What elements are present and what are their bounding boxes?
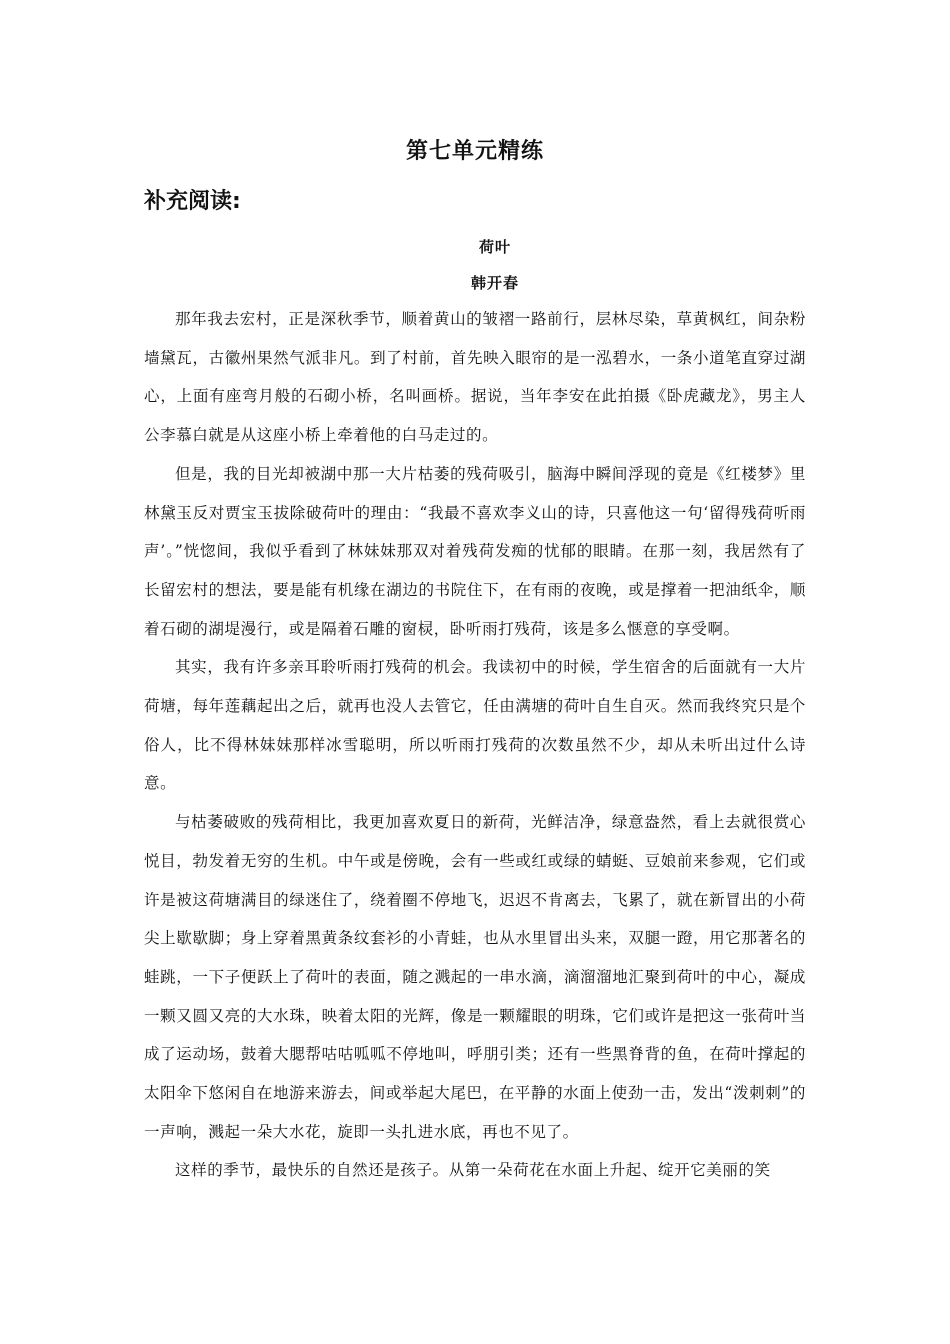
paragraph: 与枯萎破败的残荷相比，我更加喜欢夏日的新荷，光鲜洁净，绿意盎然，看上去就很赏心悦目，勃发着无穷的生机。中午或是傍晚，会有一些或红或绿的蜻蜓、豆娘前来参观，它们或许是被这荷塘满目的绿迷住了，绕着圈不停地飞，迟迟不肯离去，飞累了，就在新冒出的小荷尖上歇歇脚；身上穿着黑黄条纹套衫的小青蛙，也从水里冒出头来，双腿一蹬，用它那著名的蛙跳，一下子便跃上了荷叶的表面，随之溅起的一串水滴，滴溜溜地汇聚到荷叶的中心，凝成一颗又圆又亮的大水珠，映着太阳的光辉，像是一颗耀眼的明珠，它们或许是把这一张荷叶当成了运动场，鼓着大腮帮咕咕呱呱不停地叫，呼朋引类；还有一些黑脊背的鱼，在荷叶撑起的太阳伞下悠闲自在地游来游去，间或举起大尾巴，在平静的水面上使劲一击，发出“泼刺刺”的一声响，溅起一朵大水花，旋即一头扎进水底，再也不见了。	[144, 813, 806, 1141]
paragraph: 那年我去宏村，正是深秋季节，顺着黄山的皱褶一路前行，层林尽染，草黄枫红，间杂粉墙黛瓦，古徽州果然气派非凡。到了村前，首先映入眼帘的是一泓碧水，一条小道笔直穿过湖心，上面有座弯月般的石砌小桥，名叫画桥。据说，当年李安在此拍摄《卧虎藏龙》，男主人公李慕白就是从这座小桥上牵着他的白马走过的。	[144, 310, 806, 445]
paragraph: 但是，我的目光却被湖中那一大片枯萎的残荷吸引，脑海中瞬间浮现的竟是《红楼梦》里林黛玉反对贾宝玉拔除破荷叶的理由：“我最不喜欢李义山的诗，只喜他这一句‘留得残荷听雨声’。”恍惚间，我似乎看到了林妹妹那双对着残荷发痴的忧郁的眼睛。在那一刻，我居然有了长留宏村的想法，要是能有机缘在湖边的书院住下，在有雨的夜晚，或是撑着一把油纸伞，顺着石砌的湖堤漫行，或是隔着石雕的窗棂，卧听雨打残荷，该是多么惬意的享受啊。	[144, 464, 806, 638]
section-heading: 补充阅读:	[144, 189, 241, 214]
unit-title: 第七单元精练	[405, 139, 544, 164]
paragraph: 其实，我有许多亲耳聆听雨打残荷的机会。我读初中的时候，学生宿舍的后面就有一大片荷塘，每年莲藕起出之后，就再也没人去管它，任由满塘的荷叶自生自灭。然而我终究只是个俗人，比不得林妹妹那样冰雪聪明，所以听雨打残荷的次数虽然不少，却从未听出过什么诗意。	[144, 658, 806, 793]
article-title: 荷叶	[478, 238, 511, 256]
paragraph: 这样的季节，最快乐的自然还是孩子。从第一朵荷花在水面上升起、绽开它美丽的笑	[175, 1161, 771, 1180]
article-author: 韩开春	[470, 274, 519, 292]
article-body	[144, 300, 806, 1190]
